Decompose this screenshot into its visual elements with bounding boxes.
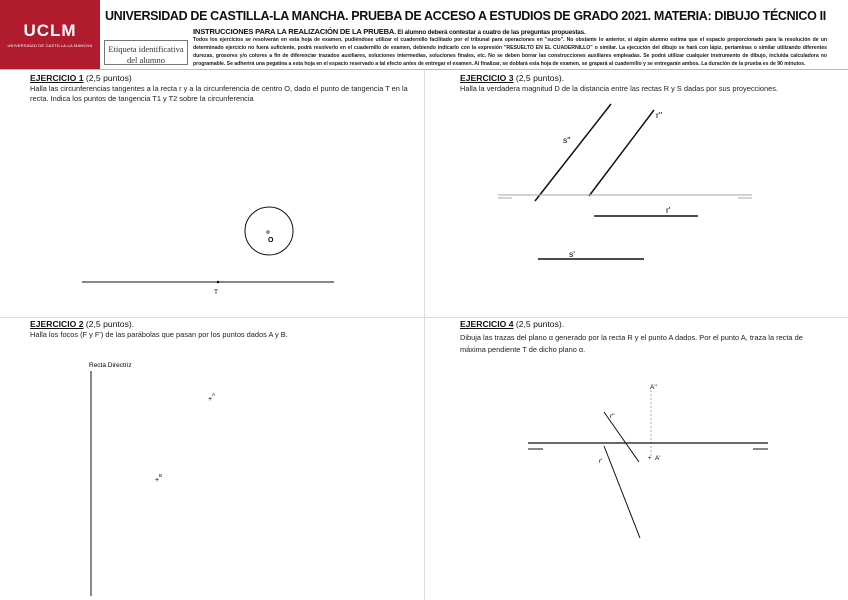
label-o: O	[268, 237, 274, 244]
label-r1: r'	[666, 205, 671, 215]
exercise-1-points: (2,5 puntos)	[83, 73, 132, 83]
point-t	[217, 281, 220, 284]
exercise-4-statement: Dibuja las trazas del plano α generado por la recta R y el punto A dados. Por el punto A, traza la recta de máxima pendiente T de dicho plano α.	[460, 333, 803, 354]
logo-text: UCLM	[23, 21, 77, 40]
r1-line	[604, 446, 640, 538]
center-point-o	[267, 231, 269, 233]
label-directrix: Recta Directriz	[89, 362, 132, 369]
label-r1-ex4: r'	[599, 458, 603, 465]
label-a2: A''	[650, 384, 657, 391]
r2-line	[604, 412, 639, 462]
label-r2-ex4: r''	[610, 413, 615, 420]
instructions-body: Todos los ejercicios se resolverán en esta hoja de examen, pudiéndose utilizar el cuadernillo facilitado por el tribunal para operaciones en "sucio". No obstante lo anterior, si algún alumno estima que el espacio proporcionado para la resolución de un determinado ejercicio no fuera suficiente, podrá resolverlo en el cuadernillo de examen, debiendo indicarlo con la expresión "RESUELTO EN EL CUADERNILLO" o similar. La ejecución del dibujo se hará con lápiz, pertaminas o similar utilizando diferentes durezas, grosores y/o colores a fin de diferenciar trazados auxiliares, soluciones intermedias, soluciones finales, etc. No se deben borrar las construcciones auxiliares empleadas. Se podrá utilizar cualquier instrumento de dibujo, incluida calculadora no programable. Se adherirá una pegatina a esta hoja en el espacio reservado a tal efecto antes de entregar el examen. Al finalizar, se doblará esta hoja de examen, se grapará al cuadernillo y se entregarán ambos. La duración de la prueba es de 90 minutos.	[193, 37, 827, 67]
page-title: UNIVERSIDAD DE CASTILLA-LA MANCHA. PRUEBA DE ACCESO A ESTUDIOS DE GRADO 2021. MATERIA: DIBUJO TÉCNICO II	[105, 9, 826, 23]
student-label-box: Etiqueta identificativa del alumno	[104, 40, 188, 65]
s2-projection	[535, 104, 611, 201]
exercise-4-points: (2,5 puntos).	[513, 319, 565, 329]
instructions-title-rest: . El alumno deberá contestar a cuatro de las preguntas propuestas.	[394, 29, 586, 36]
exercise-1-name: EJERCICIO 1	[30, 73, 84, 83]
exercise-4-drawing	[528, 384, 768, 538]
label-a1: A'	[655, 455, 661, 462]
label-s1: s'	[569, 249, 575, 259]
exercise-2-drawing	[89, 362, 215, 596]
point-a1-mark: +	[648, 456, 652, 462]
exercise-1-statement: Halla las circunferencias tangentes a la recta r y a la circunferencia de centro O, dado el punto de tangencia T en la recta. Indica los puntos de tangencia T1 y T2 sobre la circunferencia	[30, 84, 408, 103]
exercise-4-name: EJERCICIO 4	[460, 319, 514, 329]
label-t: T	[214, 289, 218, 296]
exercise-3-name: EJERCICIO 3	[460, 73, 514, 83]
exercise-2-name: EJERCICIO 2	[30, 319, 84, 329]
point-b-mark: +	[155, 477, 160, 484]
label-b: B	[159, 473, 163, 478]
logo-subtext: UNIVERSIDAD DE CASTILLA-LA MANCHA	[7, 43, 93, 48]
label-a: A	[212, 392, 216, 397]
instructions-title-main: INSTRUCCIONES PARA LA REALIZACIÓN DE LA PRUEBA	[193, 27, 395, 36]
exercise-3-points: (2,5 puntos).	[513, 73, 565, 83]
r2-projection	[589, 110, 654, 196]
point-a-mark: +	[208, 396, 213, 403]
exercise-3-statement: Halla la verdadera magnitud D de la distancia entre las rectas R y S dadas por sus proyecciones.	[460, 84, 778, 93]
exercise-2-statement: Halla los focos (F y F') de las parábolas que pasan por los puntos dados A y B.	[30, 330, 288, 339]
exercise-2-points: (2,5 puntos).	[83, 319, 135, 329]
label-s2: s''	[563, 135, 571, 145]
exercise-3-drawing	[498, 104, 752, 259]
exercise-1-drawing	[82, 207, 334, 296]
label-r2: r''	[656, 110, 663, 120]
